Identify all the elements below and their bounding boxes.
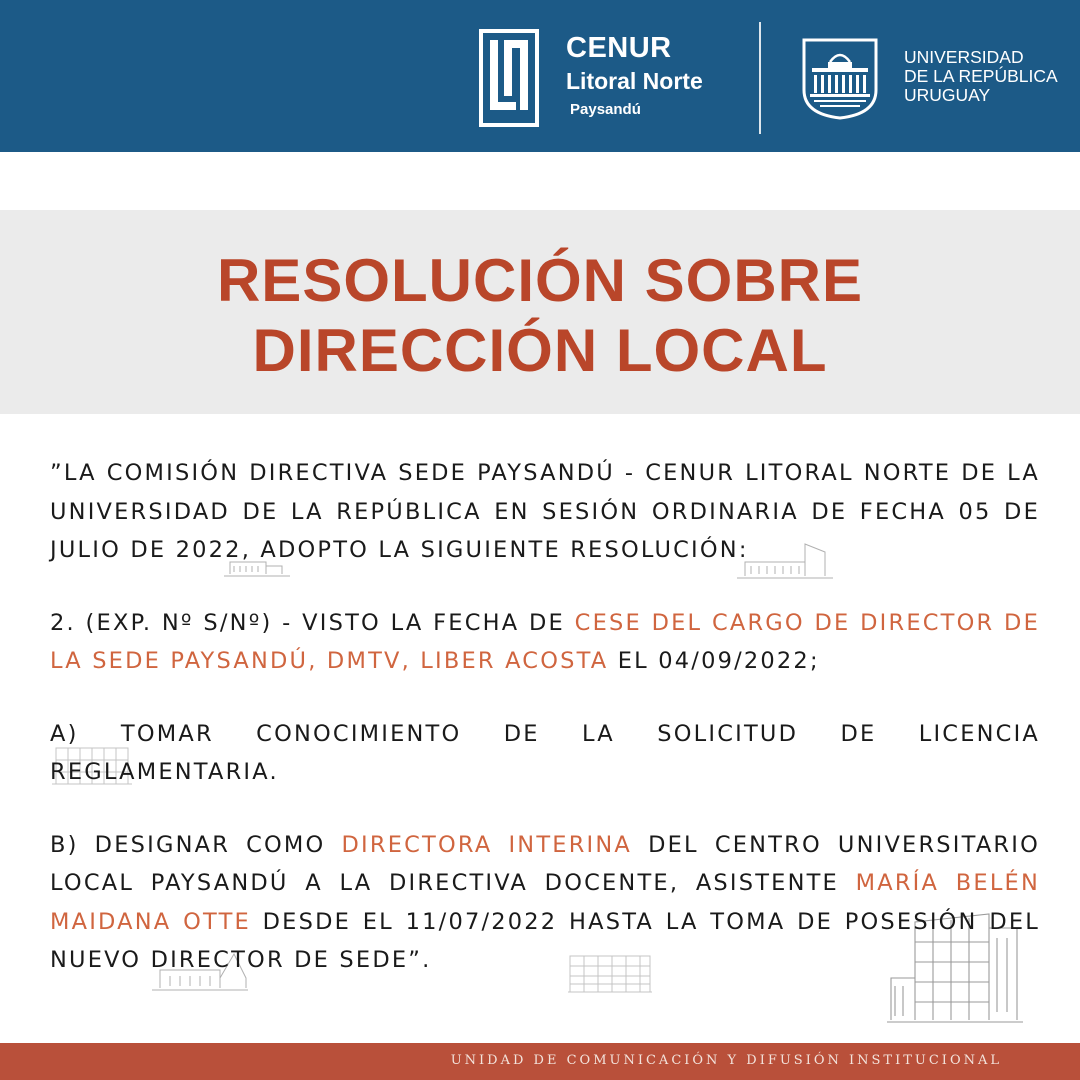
- cenur-subtitle: Litoral Norte: [566, 68, 703, 94]
- resolution-item-a: A) TOMAR CONOCIMIENTO DE LA SOLICITUD DE LICENCIA REGLAMENTARIA.: [50, 720, 1040, 785]
- header-bar: [0, 0, 1080, 152]
- udelar-line: URUGUAY: [904, 85, 991, 105]
- udelar-seal-icon: [800, 36, 880, 120]
- header-divider: [759, 22, 761, 134]
- highlight-directora: DIRECTORA INTERINA: [341, 831, 632, 858]
- title-line-2: DIRECCIÓN LOCAL: [252, 317, 828, 384]
- footer-text: UNIDAD DE COMUNICACIÓN Y DIFUSIÓN INSTITUCIONAL: [450, 1053, 1002, 1068]
- udelar-line: DE LA REPÚBLICA: [904, 66, 1058, 86]
- resolution-item-b: [50, 826, 1040, 980]
- footer-bar: [0, 1043, 1080, 1080]
- cenur-title: CENUR: [566, 32, 672, 64]
- resolution-intro: ”LA COMISIÓN DIRECTIVA SEDE PAYSANDÚ - CENUR LITORAL NORTE DE LA UNIVERSIDAD DE LA REPÚBLICA EN SESIÓN ORDINARIA DE FECHA 05 DE JULIO DE 2022, ADOPTO LA SIGUIENTE RESOLUCIÓN:: [50, 460, 1040, 563]
- text-segment: 2. (EXP. Nº S/Nº) - VISTO LA FECHA DE: [50, 609, 575, 636]
- highlight-name: MARÍA BELÉN MAIDANA OTTE: [50, 870, 1040, 935]
- text-segment: DEL CENTRO UNIVERSITARIO LOCAL PAYSANDÚ A LA DIRECTIVA DOCENTE, ASISTENTE: [50, 831, 1040, 896]
- text-segment: EL 04/09/2022;: [608, 648, 820, 674]
- cenur-city: Paysandú: [570, 101, 641, 118]
- udelar-line: UNIVERSIDAD: [904, 47, 1024, 67]
- page-title: [0, 246, 1080, 386]
- title-line-1: RESOLUCIÓN SOBRE: [216, 247, 864, 314]
- text-segment: B) DESIGNAR COMO: [50, 831, 342, 858]
- text-segment: DESDE EL 11/07/2022 HASTA LA TOMA DE POSESIÓN DEL NUEVO DIRECTOR DE SEDE”.: [50, 908, 1040, 973]
- resolution-body: [50, 454, 1040, 1014]
- cenur-logo-icon: [478, 28, 540, 128]
- udelar-name: [904, 48, 1058, 105]
- resolution-item-2: [50, 604, 1040, 681]
- highlight-cese: CESE DEL CARGO DE DIRECTOR DE LA SEDE PAYSANDÚ, DMTV, LIBER ACOSTA: [50, 609, 1040, 674]
